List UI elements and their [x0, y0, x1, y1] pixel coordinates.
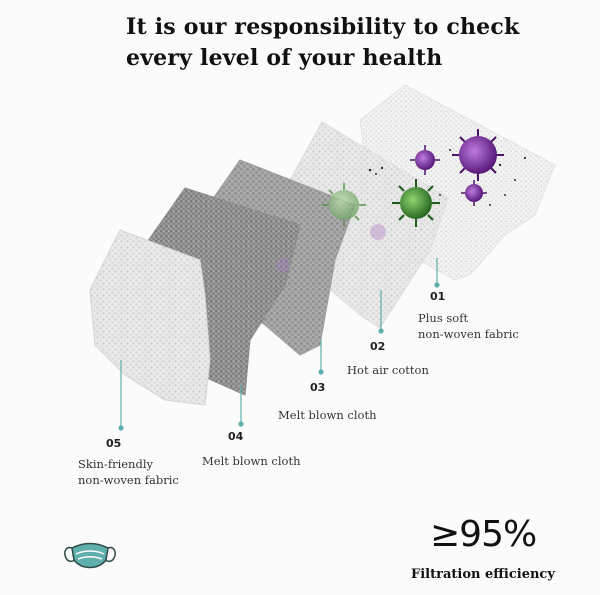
- layer-05-label: Skin-friendly non-woven fabric: [78, 457, 179, 487]
- layer-01-label: Plus soft non-woven fabric: [418, 311, 519, 341]
- layer-04-number: 04: [228, 430, 244, 443]
- layer-03-number: 03: [310, 381, 326, 394]
- layer-04-label: Melt blown cloth: [202, 454, 301, 468]
- layer-05-number: 05: [106, 437, 122, 450]
- layer-02-number: 02: [370, 340, 386, 353]
- title-line-1: It is our responsibility to check: [126, 14, 520, 40]
- layer-03-label: Melt blown cloth: [278, 408, 377, 422]
- layer-02-label: Hot air cotton: [347, 363, 429, 377]
- filtration-efficiency-value: ≥95%: [430, 514, 537, 555]
- filtration-efficiency-label: Filtration efficiency: [411, 567, 555, 582]
- layer-01-number: 01: [430, 290, 446, 303]
- title-line-2: every level of your health: [126, 45, 443, 71]
- mask-icon: [65, 544, 115, 568]
